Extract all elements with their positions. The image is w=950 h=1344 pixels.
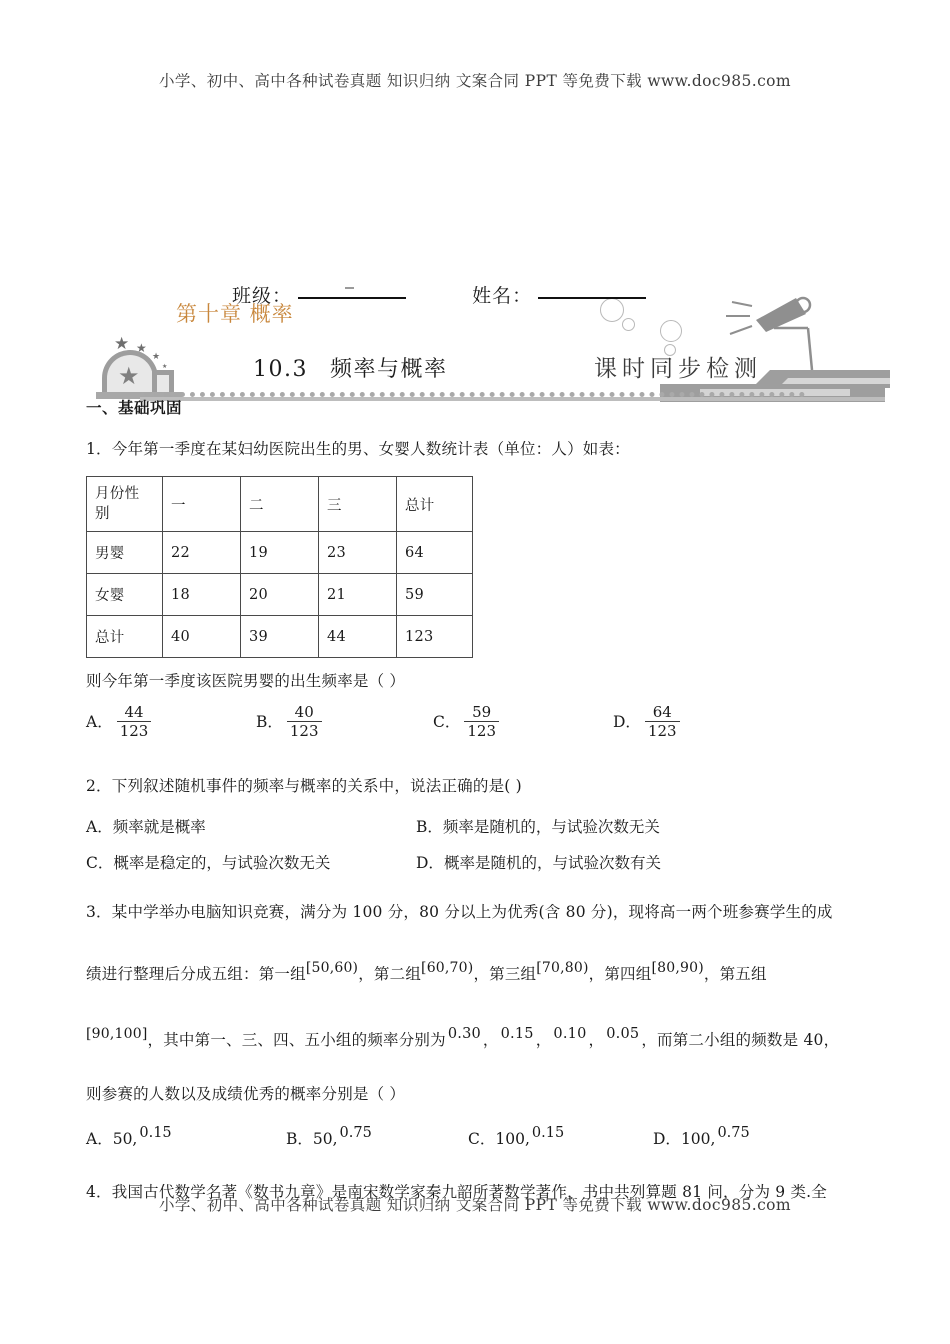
table-cell: 40 bbox=[163, 616, 241, 658]
table-cell: 123 bbox=[397, 616, 473, 658]
option-c-key: C． bbox=[86, 854, 114, 872]
option-a-key: A． bbox=[86, 818, 113, 836]
table-corner-header: 月份性别 bbox=[87, 477, 163, 532]
question-1-options bbox=[86, 704, 876, 741]
table-cell: 18 bbox=[163, 574, 241, 616]
option-d-count: 100, bbox=[680, 1130, 716, 1148]
option-d-prob: 0.75 bbox=[717, 1125, 750, 1141]
section-number: 10.3 bbox=[253, 357, 308, 382]
option-c-fraction bbox=[464, 704, 499, 741]
question-3-options bbox=[86, 1125, 876, 1149]
table-cell: 20 bbox=[241, 574, 319, 616]
star-icon: ★ bbox=[114, 334, 130, 354]
table-cell: 21 bbox=[319, 574, 397, 616]
table-col-header: 一 bbox=[163, 477, 241, 532]
option-a[interactable] bbox=[86, 704, 256, 741]
star-icon: ★ bbox=[162, 363, 168, 370]
table-cell: 64 bbox=[397, 532, 473, 574]
q3-text-b: ，第二组 bbox=[358, 965, 422, 983]
star-icon: ★ bbox=[152, 352, 161, 362]
table-row bbox=[87, 574, 473, 616]
q3-text-a: 绩进行整理后分成五组：第一组 bbox=[86, 965, 306, 983]
fraction-numerator: 59 bbox=[472, 703, 492, 721]
option-a[interactable] bbox=[86, 815, 416, 837]
star-icon: ★ bbox=[118, 362, 140, 390]
option-a-key: A． bbox=[86, 1130, 113, 1148]
q3-text-g: ，而第二小组的频数是 40， bbox=[641, 1031, 840, 1049]
row-label: 总计 bbox=[87, 616, 163, 658]
option-b-key: B． bbox=[256, 713, 283, 731]
question-3-number: 3． bbox=[86, 903, 112, 921]
fraction-denominator: 123 bbox=[287, 721, 322, 741]
interval-group-4: [80,90) bbox=[651, 960, 704, 976]
option-c[interactable] bbox=[468, 1125, 653, 1149]
star-badge-icon bbox=[92, 336, 192, 398]
question-2-options-row1 bbox=[86, 815, 876, 837]
interval-group-5: [90,100] bbox=[86, 1026, 148, 1042]
question-4-number: 4． bbox=[86, 1183, 112, 1201]
row-label: 男婴 bbox=[87, 532, 163, 574]
option-b[interactable] bbox=[256, 704, 433, 741]
watermark-bottom: 小学、初中、高中各种试卷真题 知识归纳 文案合同 PPT 等免费下载 www.doc985.com bbox=[159, 1196, 791, 1214]
table-col-header: 总计 bbox=[397, 477, 473, 532]
q3-text-c: ，第三组 bbox=[473, 965, 537, 983]
question-4-text: 我国古代数学名著《数书九章》是南宋数学家秦九韶所著数学著作，书中共列算题 81 问，分为 9 类.全 bbox=[111, 1183, 827, 1201]
option-b[interactable] bbox=[416, 815, 660, 837]
option-d[interactable] bbox=[653, 1125, 752, 1149]
option-d-label: 概率是随机的，与试验次数有关 bbox=[443, 854, 661, 872]
section-name: 频率与概率 bbox=[329, 357, 448, 382]
table-col-header: 三 bbox=[319, 477, 397, 532]
option-d-fraction bbox=[645, 704, 680, 741]
watermark-top: 小学、初中、高中各种试卷真题 知识归纳 文案合同 PPT 等免费下载 www.doc985.com bbox=[159, 72, 791, 90]
option-a-fraction bbox=[117, 704, 152, 741]
frequency-value-4: 0.05 bbox=[606, 1026, 640, 1042]
name-field bbox=[472, 281, 646, 308]
option-b[interactable] bbox=[286, 1125, 468, 1149]
option-d-key: D． bbox=[653, 1130, 681, 1148]
table-cell: 59 bbox=[397, 574, 473, 616]
table-row bbox=[87, 532, 473, 574]
option-b-key: B． bbox=[286, 1130, 313, 1148]
stamp-text: 课时同步检测 bbox=[594, 356, 762, 382]
option-c-count: 100, bbox=[495, 1130, 530, 1148]
question-3-ask: 则参赛的人数以及成绩优秀的概率分别是（ ） bbox=[86, 1085, 406, 1103]
question-2-number: 2． bbox=[86, 777, 112, 795]
table-cell: 23 bbox=[319, 532, 397, 574]
option-b-count: 50, bbox=[312, 1130, 338, 1148]
question-1-number: 1． bbox=[86, 440, 112, 458]
name-input-line[interactable] bbox=[538, 297, 646, 299]
row-label: 女婴 bbox=[87, 574, 163, 616]
question-3-text: 某中学举办电脑知识竞赛，满分为 100 分，80 分以上为优秀(含 80 分)，现将高一两个班参赛学生的成 bbox=[111, 903, 833, 921]
option-a-prob: 0.15 bbox=[139, 1125, 172, 1141]
frequency-value-3: 0.10 bbox=[553, 1026, 587, 1042]
table-row bbox=[87, 616, 473, 658]
class-field bbox=[232, 281, 406, 308]
question-3-line1 bbox=[86, 899, 876, 925]
table-cell: 44 bbox=[319, 616, 397, 658]
question-3-line2 bbox=[86, 951, 876, 991]
option-c[interactable] bbox=[86, 851, 416, 873]
option-d[interactable] bbox=[613, 704, 680, 741]
fraction-numerator: 40 bbox=[294, 703, 314, 721]
section-title bbox=[253, 352, 448, 383]
option-c-label: 概率是稳定的，与试验次数无关 bbox=[113, 854, 331, 872]
frequency-value-2: 0.15 bbox=[500, 1026, 534, 1042]
class-input-line[interactable] bbox=[298, 297, 406, 299]
question-1-stem bbox=[86, 436, 876, 462]
q3-text-f: ，其中第一、三、四、五小组的频率分别为 bbox=[147, 1031, 446, 1049]
option-c-prob: 0.15 bbox=[531, 1125, 565, 1141]
option-b-fraction bbox=[287, 704, 322, 741]
table-header-row bbox=[87, 477, 473, 532]
option-c[interactable] bbox=[433, 704, 613, 741]
q3-text-d: ，第四组 bbox=[588, 965, 652, 983]
interval-group-2: [60,70) bbox=[421, 960, 474, 976]
questions-area bbox=[86, 396, 876, 1205]
birth-statistics-table bbox=[86, 476, 473, 658]
option-a-label: 频率就是概率 bbox=[112, 818, 206, 836]
question-1-ask: 则今年第一季度该医院男婴的出生频率是（ ） bbox=[86, 672, 406, 690]
table-cell: 22 bbox=[163, 532, 241, 574]
fraction-numerator: 64 bbox=[652, 703, 672, 721]
table-col-header: 二 bbox=[241, 477, 319, 532]
table-cell: 39 bbox=[241, 616, 319, 658]
option-d-key: D． bbox=[613, 713, 641, 731]
fraction-denominator: 123 bbox=[117, 721, 152, 741]
name-label: 姓名： bbox=[472, 285, 533, 307]
table-cell: 19 bbox=[241, 532, 319, 574]
question-1-text: 今年第一季度在某妇幼医院出生的男、女婴人数统计表（单位：人）如表： bbox=[111, 440, 630, 458]
class-label: 班级： bbox=[232, 285, 293, 307]
option-a[interactable] bbox=[86, 1125, 286, 1149]
q3-text-e: ，第五组 bbox=[703, 965, 767, 983]
option-d[interactable] bbox=[416, 851, 661, 873]
question-3-line3: [90,100]，其中第一、三、四、五小组的频率分别为 0.30 ， 0.15 ， 0.10 ， 0.05 ，而第二小组的频数是 40， bbox=[86, 1026, 840, 1049]
frequency-value-1: 0.30 bbox=[447, 1026, 481, 1042]
option-a-key: A． bbox=[86, 713, 113, 731]
option-b-key: B． bbox=[416, 818, 443, 836]
question-2-options-row2 bbox=[86, 851, 876, 873]
fraction-numerator: 44 bbox=[124, 703, 144, 721]
option-c-key: C． bbox=[433, 713, 461, 731]
star-icon: ★ bbox=[136, 341, 147, 355]
fraction-denominator: 123 bbox=[645, 721, 680, 741]
option-c-key: C． bbox=[468, 1130, 496, 1148]
interval-group-1: [50,60) bbox=[305, 960, 359, 976]
section-heading-basics: 一、基础巩固 bbox=[86, 399, 183, 417]
option-b-prob: 0.75 bbox=[339, 1125, 372, 1141]
option-d-key: D． bbox=[416, 854, 444, 872]
interval-group-3: [70,80) bbox=[536, 960, 589, 976]
chapter-title: 第十章 概率 bbox=[176, 302, 294, 326]
question-2-stem bbox=[86, 773, 876, 799]
option-a-count: 50, bbox=[112, 1130, 138, 1148]
fraction-denominator: 123 bbox=[464, 721, 499, 741]
option-b-label: 频率是随机的，与试验次数无关 bbox=[442, 818, 660, 836]
question-2-text: 下列叙述随机事件的频率与概率的关系中，说法正确的是( ) bbox=[111, 777, 522, 795]
identity-row bbox=[232, 281, 646, 308]
